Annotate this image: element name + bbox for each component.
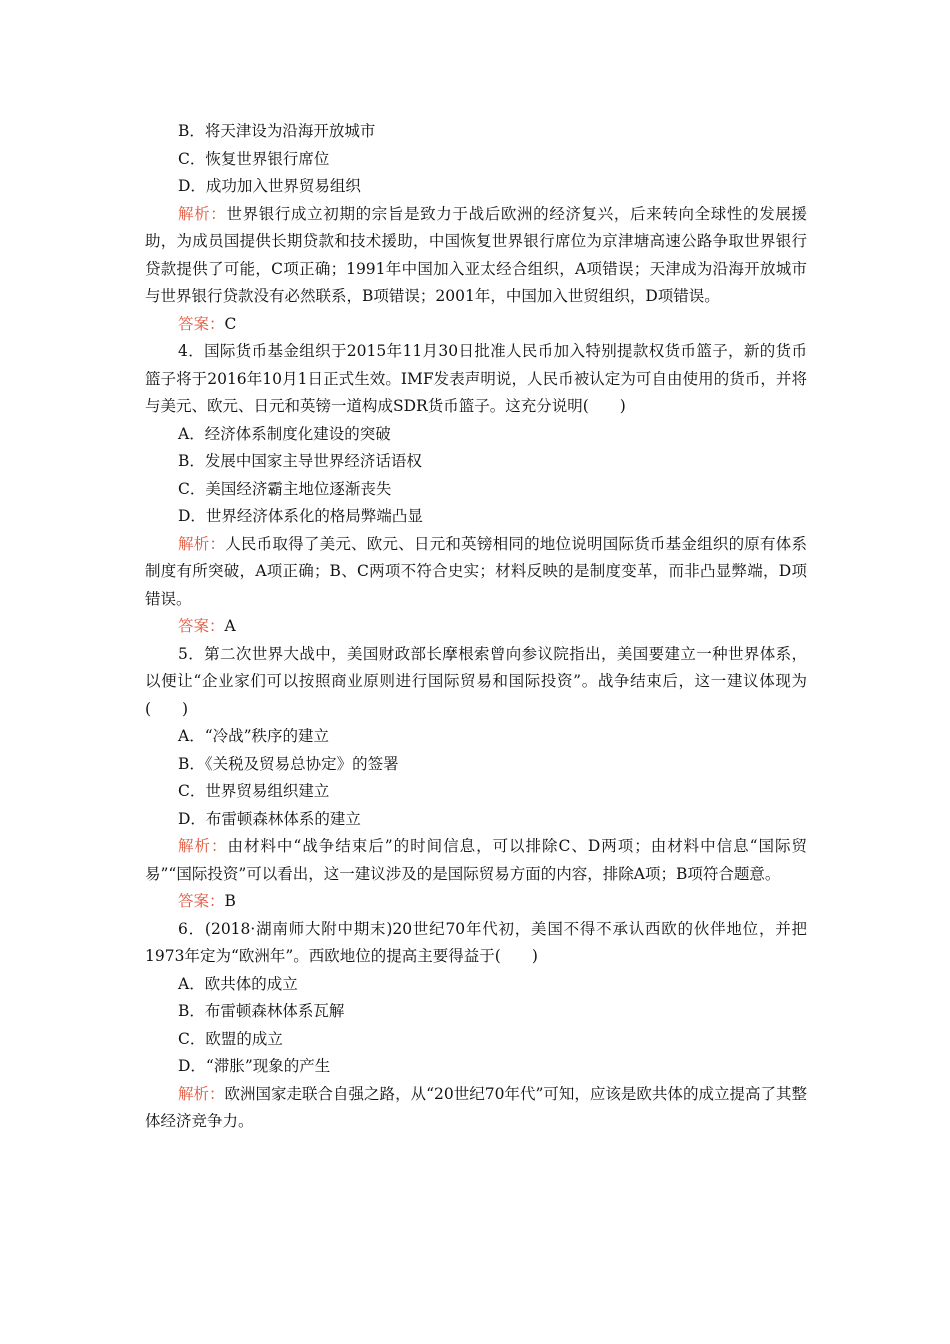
q3-answer-value: C [224, 314, 237, 333]
q4-analysis-label: 解析： [178, 534, 226, 553]
q5-option-d: D．布雷顿森林体系的建立 [178, 809, 361, 828]
q4-option-a: A．经济体系制度化建设的突破 [178, 424, 391, 443]
q4-analysis-text: 人民币取得了美元、欧元、日元和英镑相同的地位说明国际货币基金组织的原有体系制度有所突破，A项正确；B、C两项不符合史实；材料反映的是制度变革，而非凸显弊端，D项错误。 [145, 534, 807, 608]
question-5 [145, 641, 807, 916]
q4-option-d: D．世界经济体系化的格局弊端凸显 [178, 507, 423, 525]
q3-analysis-text: 世界银行成立初期的宗旨是致力于战后欧洲的经济复兴，后来转向全球性的发展援助，为成员国提供长期贷款和技术援助，中国恢复世界银行席位为京津塘高速公路争取世界银行贷款提供了可能，C项正确；1991年中国加入亚太经合组织，A项错误；天津成为沿海开放城市与世界银行贷款没有必然联系，B项错误；2001年，中国加入世贸组织，D项错误。 [145, 204, 807, 305]
q3-analysis-label: 解析： [178, 204, 227, 223]
q3-answer [145, 311, 807, 339]
q5-option-b: B．《关税及贸易总协定》的签署 [178, 754, 399, 773]
q5-answer-value: B [224, 892, 236, 910]
q4-stem: 4．国际货币基金组织于2015年11月30日批准人民币加入特别提款权货币篮子，新的货币篮子将于2016年10月1日正式生效。IMF发表声明说，人民币被认定为可自由使用的货币，并将与美元、欧元、日元和英镑一道构成SDR货币篮子。这充分说明( ) [145, 342, 807, 415]
q3-option-b: B．将天津设为沿海开放城市 [178, 122, 376, 140]
q5-option-a: A．“冷战”秩序的建立 [178, 727, 330, 745]
q4-option-c: C．美国经济霸主地位逐渐丧失 [178, 479, 392, 498]
q5-option-c: C．世界贸易组织建立 [178, 782, 330, 800]
q6-option-c: C．欧盟的成立 [178, 1029, 283, 1048]
q6-option-a: A．欧共体的成立 [178, 974, 298, 993]
q5-answer [145, 888, 807, 916]
q6-analysis-text: 欧洲国家走联合自强之路，从“20世纪70年代”可知，应该是欧共体的成立提高了其整体经济竞争力。 [145, 1084, 807, 1130]
q4-analysis [145, 531, 807, 614]
q6-analysis-label: 解析： [178, 1084, 225, 1103]
q5-analysis-text: 由材料中“战争结束后”的时间信息，可以排除C、D两项；由材料中信息“国际贸易”“国际投资”可以看出，这一建议涉及的是国际贸易方面的内容，排除A项；B项符合题意。 [145, 837, 807, 883]
q4-answer-label: 答案： [178, 617, 225, 635]
q4-option-b: B．发展中国家主导世界经济话语权 [178, 452, 422, 470]
q6-option-b: B．布雷顿森林体系瓦解 [178, 1002, 345, 1020]
q3-option-c: C．恢复世界银行席位 [178, 149, 330, 168]
document-page [145, 118, 807, 1136]
q6-analysis [145, 1081, 807, 1136]
q5-analysis [145, 833, 807, 888]
q3-option-d: D．成功加入世界贸易组织 [178, 177, 361, 195]
question-3 [145, 118, 807, 338]
q4-answer-value: A [224, 617, 236, 635]
q3-analysis [145, 201, 807, 311]
q4-answer [145, 613, 807, 641]
q5-stem: 5．第二次世界大战中，美国财政部长摩根索曾向参议院指出，美国要建立一种世界体系，以便让“企业家们可以按照商业原则进行国际贸易和国际投资”。战争结束后，这一建议体现为( ) [145, 644, 807, 718]
q5-answer-label: 答案： [178, 892, 225, 910]
q6-option-d: D．“滞胀”现象的产生 [178, 1057, 331, 1075]
question-6 [145, 916, 807, 1136]
q6-stem: 6．(2018·湖南师大附中期末)20世纪70年代初，美国不得不承认西欧的伙伴地位，并把1973年定为“欧洲年”。西欧地位的提高主要得益于( ) [145, 919, 807, 965]
q3-answer-label: 答案： [178, 314, 225, 333]
q5-analysis-label: 解析： [178, 837, 228, 855]
question-4 [145, 338, 807, 641]
